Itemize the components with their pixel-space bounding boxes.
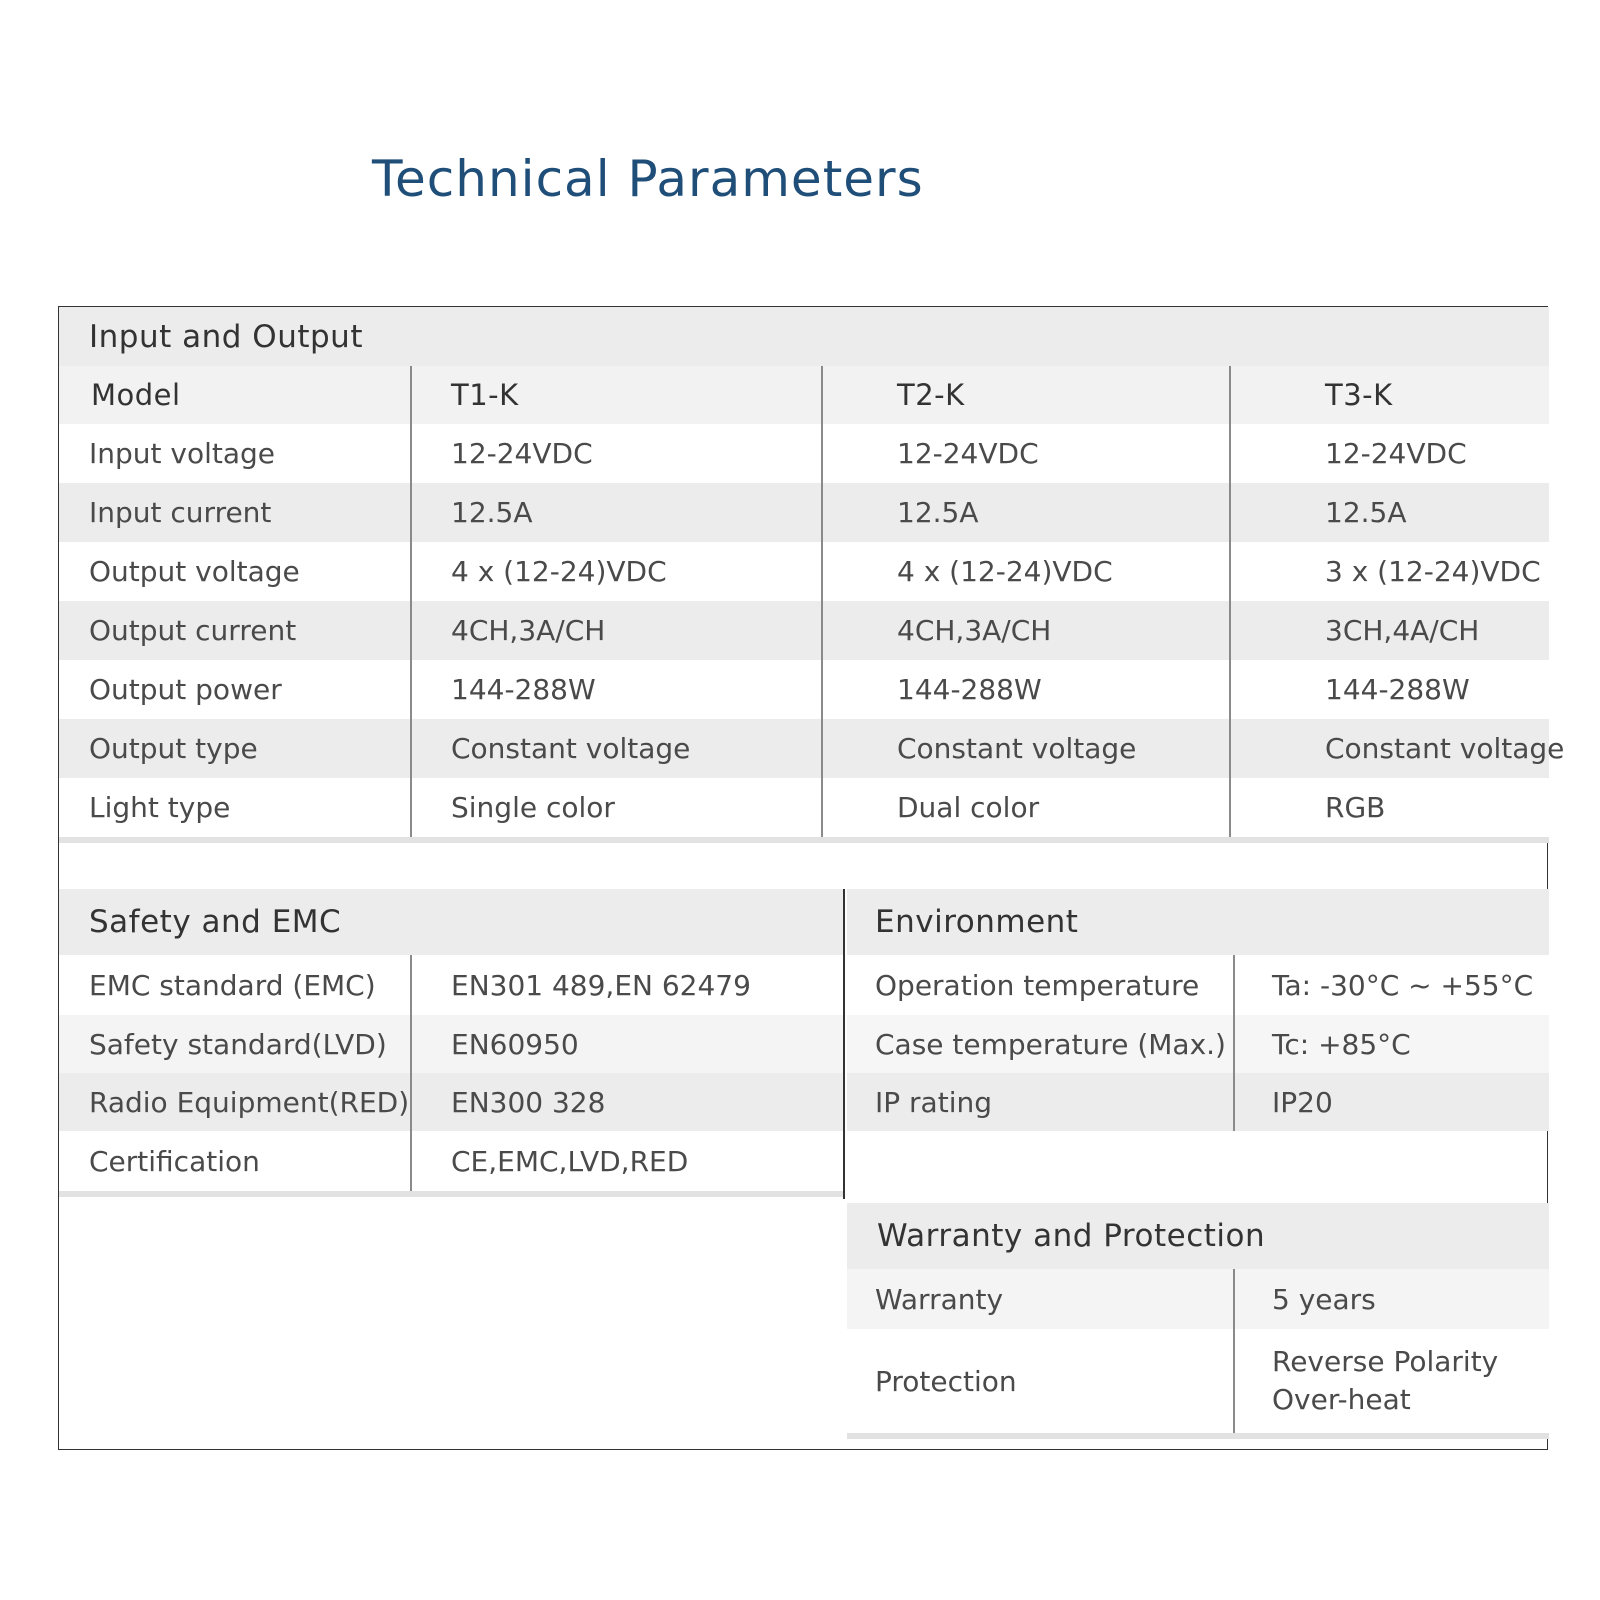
table-row	[59, 778, 1549, 837]
t3-value: 3CH,4A/CH	[1325, 614, 1480, 647]
section-heading: Warranty and Protection	[877, 1218, 1266, 1254]
section-header	[847, 889, 1549, 955]
row-label: Case temperature (Max.)	[875, 1027, 1226, 1061]
t2-value: Dual color	[897, 791, 1040, 824]
environment-section	[847, 889, 1549, 1141]
row-label: Output voltage	[89, 555, 300, 588]
safety-section	[59, 889, 843, 1199]
parameters-frame	[58, 306, 1565, 1450]
table-row	[59, 542, 1549, 601]
column-header-t3: T3-K	[1325, 378, 1393, 412]
section-heading: Input and Output	[89, 318, 363, 355]
table-row	[847, 1269, 1549, 1329]
input-output-section	[59, 307, 1565, 847]
protection-line: Over-heat	[1272, 1383, 1411, 1416]
t2-value: 12-24VDC	[897, 437, 1039, 470]
table-row	[59, 660, 1549, 719]
row-value: IP20	[1272, 1085, 1333, 1119]
column-divider	[1233, 955, 1235, 1131]
column-header-model: Model	[91, 378, 181, 412]
warranty-section	[847, 1203, 1549, 1441]
table-row	[59, 424, 1549, 483]
t3-value: Constant voltage	[1325, 732, 1565, 765]
section-heading: Environment	[875, 904, 1079, 940]
section-header	[59, 889, 843, 955]
column-header-t2: T2-K	[897, 378, 965, 412]
column-divider	[1233, 1269, 1235, 1433]
section-bottom-bar	[59, 1191, 843, 1197]
section-divider	[843, 889, 845, 1199]
row-label: Safety standard(LVD)	[89, 1027, 387, 1061]
row-value: EN60950	[451, 1027, 579, 1061]
table-row	[59, 1073, 843, 1131]
table-row	[59, 1015, 843, 1073]
row-label: Radio Equipment(RED)	[89, 1085, 410, 1119]
row-value: EN301 489,EN 62479	[451, 968, 751, 1002]
row-value: Ta: -30°C ~ +55°C	[1272, 968, 1534, 1002]
row-label: Output current	[89, 614, 297, 647]
row-value: CE,EMC,LVD,RED	[451, 1144, 689, 1178]
table-row	[59, 1131, 843, 1191]
row-value: EN300 328	[451, 1085, 606, 1119]
row-label: EMC standard (EMC)	[89, 968, 376, 1002]
row-value: 5 years	[1272, 1282, 1376, 1316]
t2-value: 4CH,3A/CH	[897, 614, 1052, 647]
column-divider	[410, 955, 412, 1191]
table-row	[847, 1015, 1549, 1073]
t1-value: 4 x (12-24)VDC	[451, 555, 667, 588]
t1-value: 144-288W	[451, 673, 596, 706]
row-label: Output power	[89, 673, 282, 706]
t3-value: 144-288W	[1325, 673, 1470, 706]
row-label: Operation temperature	[875, 968, 1200, 1002]
row-value	[1272, 1329, 1498, 1433]
column-divider	[1229, 366, 1231, 837]
table-row	[59, 955, 843, 1015]
t3-value: 12.5A	[1325, 496, 1407, 529]
page-title: Technical Parameters	[372, 150, 924, 208]
t3-value: RGB	[1325, 791, 1386, 824]
section-bottom-bar	[847, 1433, 1549, 1439]
table-row	[59, 483, 1549, 542]
t3-value: 3 x (12-24)VDC	[1325, 555, 1541, 588]
row-value: Tc: +85°C	[1272, 1027, 1411, 1061]
row-label: Warranty	[875, 1282, 1004, 1316]
section-heading: Safety and EMC	[89, 904, 342, 940]
table-row	[847, 1329, 1549, 1433]
row-label: Certification	[89, 1144, 260, 1178]
protection-line: Reverse Polarity	[1272, 1345, 1499, 1378]
t2-value: 12.5A	[897, 496, 979, 529]
table-row	[59, 719, 1565, 778]
column-divider	[410, 366, 412, 837]
column-divider	[821, 366, 823, 837]
row-label: Input current	[89, 496, 272, 529]
t1-value: Constant voltage	[451, 732, 691, 765]
t1-value: 12-24VDC	[451, 437, 593, 470]
row-label: Input voltage	[89, 437, 276, 470]
t2-value: Constant voltage	[897, 732, 1137, 765]
table-row	[847, 1073, 1549, 1131]
t2-value: 144-288W	[897, 673, 1042, 706]
section-bottom-bar	[59, 837, 1549, 843]
row-label: Output type	[89, 732, 258, 765]
section-header	[59, 307, 1549, 366]
column-header-t1: T1-K	[451, 378, 519, 412]
t3-value: 12-24VDC	[1325, 437, 1467, 470]
model-row	[59, 366, 1549, 424]
table-row	[847, 955, 1549, 1015]
t2-value: 4 x (12-24)VDC	[897, 555, 1113, 588]
t1-value: Single color	[451, 791, 615, 824]
row-label: Protection	[875, 1364, 1017, 1398]
t1-value: 4CH,3A/CH	[451, 614, 606, 647]
table-row	[59, 601, 1549, 660]
row-label: Light type	[89, 791, 231, 824]
t1-value: 12.5A	[451, 496, 533, 529]
row-label: IP rating	[875, 1085, 992, 1119]
section-header	[847, 1203, 1549, 1269]
